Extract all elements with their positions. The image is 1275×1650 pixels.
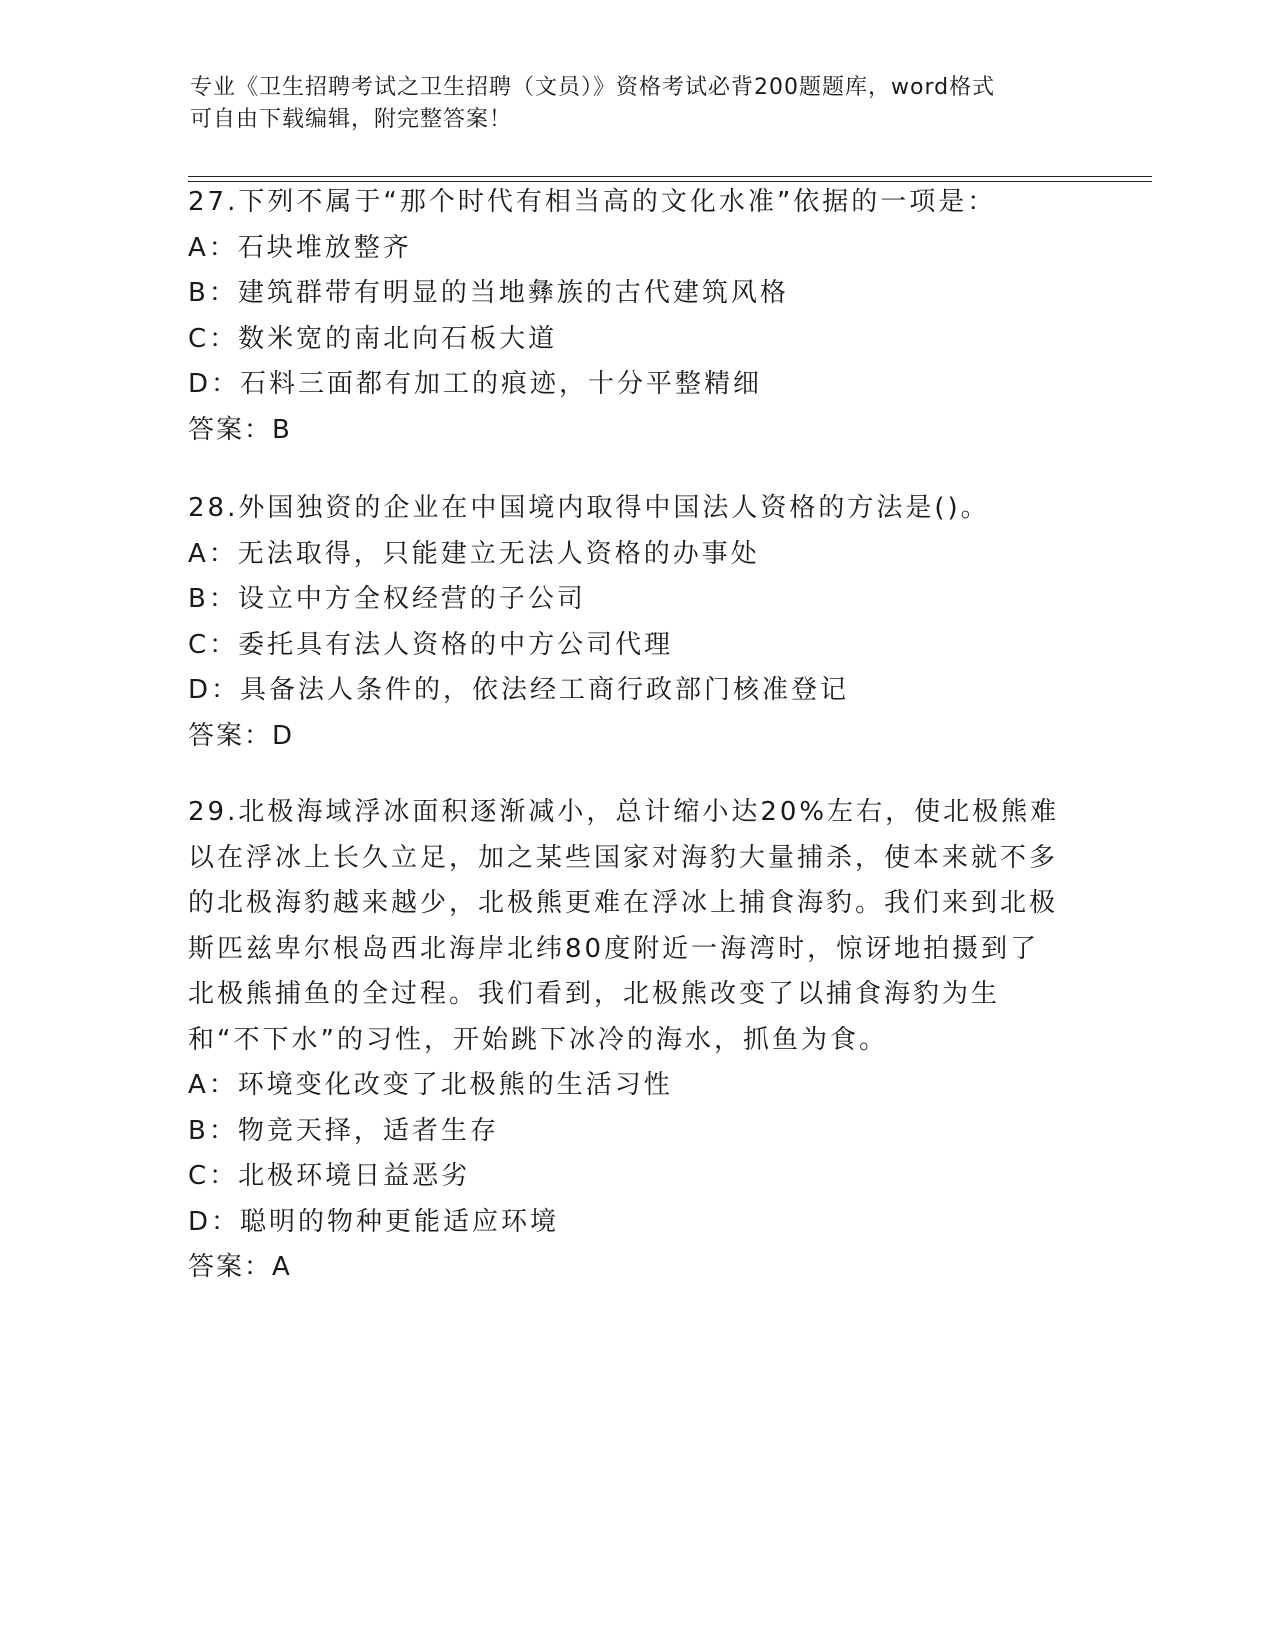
answer-value: B	[272, 414, 291, 445]
question-29	[188, 790, 1088, 1291]
option-c: C：委托具有法人资格的中方公司代理	[188, 629, 674, 660]
option-b: B：物竞天择，适者生存	[188, 1115, 499, 1146]
question-28	[188, 486, 1088, 759]
option-b: B：建筑群带有明显的当地彝族的古代建筑风格	[188, 278, 789, 308]
option-a: A：石块堆放整齐	[188, 232, 412, 263]
question-27	[188, 180, 1088, 453]
document-header	[190, 72, 1090, 136]
option-d: D：石料三面都有加工的痕迹，十分平整精细	[188, 369, 763, 399]
option-d: D：具备法人条件的，依法经工商行政部门核准登记	[188, 675, 850, 705]
answer-value: A	[272, 1252, 291, 1282]
answer-line	[188, 1245, 1088, 1291]
answer-value: D	[272, 720, 294, 751]
answer-label: 答案：	[188, 1252, 273, 1282]
question-stem: 29.北极海域浮冰面积逐渐减小，总计缩小达20%左右，使北极熊难以在浮冰上长久立足，加之某些国家对海豹大量捕杀，使本来就不多的北极海豹越来越少，北极熊更难在浮冰上捕食海豹。我们来到北极斯匹兹卑尔根岛西北海岸北纬80度附近一海湾时，惊讶地拍摄到了北极熊捕鱼的全过程。我们看到，北极熊改变了以捕食海豹为生和“不下水”的习性，开始跳下冰冷的海水，抓鱼为食。	[188, 797, 1060, 1055]
option-a: A：无法取得，只能建立无法人资格的办事处	[188, 538, 760, 569]
option-c: C：数米宽的南北向石板大道	[188, 323, 558, 354]
answer-line	[188, 714, 1088, 760]
question-stem: 28.外国独资的企业在中国境内取得中国法人资格的方法是()。	[188, 493, 990, 523]
answer-label: 答案：	[188, 720, 273, 751]
option-a: A：环境变化改变了北极熊的生活习性	[188, 1070, 673, 1100]
answer-label: 答案：	[188, 414, 273, 445]
answer-line	[188, 408, 1088, 454]
option-d: D：聪明的物种更能适应环境	[188, 1206, 560, 1237]
option-c: C：北极环境日益恶劣	[188, 1161, 471, 1191]
option-b: B：设立中方全权经营的子公司	[188, 584, 586, 614]
question-stem: 27.下列不属于“那个时代有相当高的文化水准”依据的一项是：	[188, 187, 997, 217]
header-divider	[188, 176, 1152, 177]
header-title-line-1: 专业《卫生招聘考试之卫生招聘（文员）》资格考试必背200题题库，word格式	[190, 75, 996, 100]
header-title-line-2: 可自由下载编辑，附完整答案！	[190, 107, 513, 132]
